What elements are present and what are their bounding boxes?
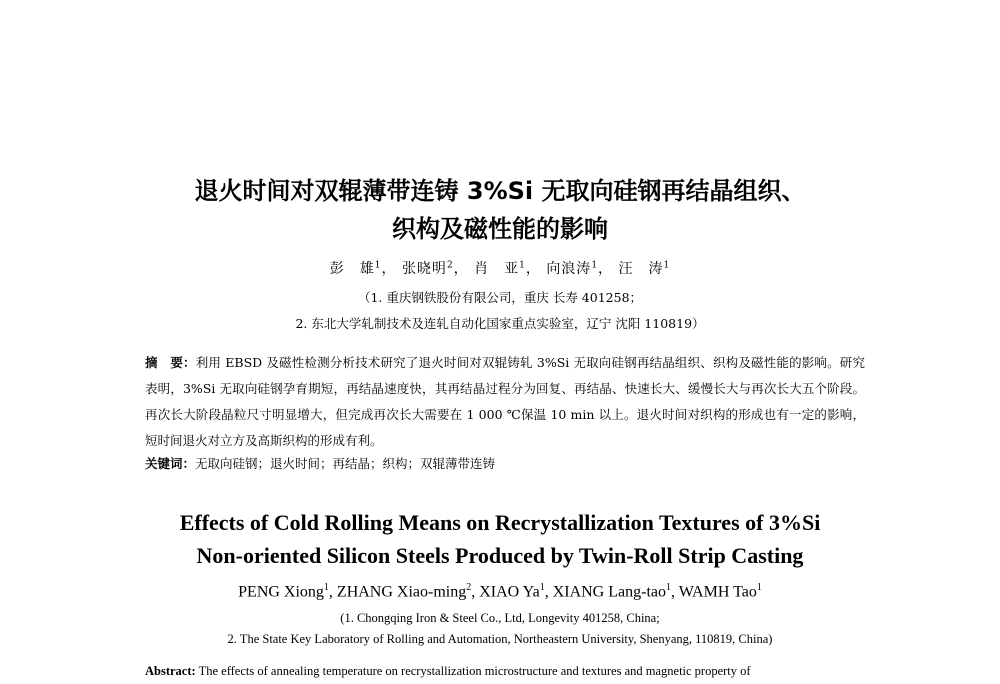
chinese-abstract: [145, 350, 865, 454]
english-abstract: [145, 664, 885, 679]
author-name: PENG Xiong: [238, 583, 324, 601]
author-separator: ，: [598, 261, 614, 277]
author-affiliation-mark: 1: [591, 260, 599, 271]
author-name: 汪 涛: [618, 261, 664, 277]
english-abstract-label: Abstract:: [145, 664, 196, 678]
author-name: 向浪涛: [546, 261, 592, 277]
chinese-keywords-text: 无取向硅钢；退火时间；再结晶；织构；双辊薄带连铸: [195, 456, 496, 471]
author-separator: ,: [670, 583, 679, 601]
author-affiliation-mark: 1: [519, 260, 526, 271]
chinese-title-line-2: 织构及磁性能的影响: [392, 215, 608, 243]
chinese-abstract-label: 摘 要：: [145, 355, 196, 370]
chinese-affiliation-2: 2. 东北大学轧制技术及连轧自动化国家重点实验室，辽宁 沈阳 110819）: [295, 316, 705, 331]
author-name: 张晓明: [401, 261, 447, 277]
chinese-title-line-1: 退火时间对双辊薄带连铸 3%Si 无取向硅钢再结晶组织、: [194, 177, 806, 205]
author-affiliation-mark: 1: [374, 260, 382, 271]
english-abstract-text: The effects of annealing temperature on recrystallization microstructure and textures and magnetic property of: [198, 664, 751, 678]
english-affiliation-2: 2. The State Key Laboratory of Rolling and Automation, Northeastern University, Shenyang, 110819, China): [227, 632, 773, 646]
author-separator: ,: [328, 583, 337, 601]
english-title-line-1: Effects of Cold Rolling Means on Recrystallization Textures of 3%Si: [179, 510, 821, 535]
english-title-line-2: Non-oriented Silicon Steels Produced by Twin-Roll Strip Casting: [196, 543, 804, 568]
chinese-author-list: [0, 258, 1000, 278]
author-separator: ，: [453, 261, 469, 277]
author-affiliation-mark: 1: [756, 582, 762, 593]
author-affiliation-mark: 1: [323, 582, 329, 593]
chinese-keywords-label: 关键词：: [145, 456, 196, 471]
author-separator: ，: [381, 261, 397, 277]
author-name: XIAO Ya: [479, 583, 540, 601]
author-name: XIANG Lang-tao: [552, 583, 666, 601]
english-title: [0, 506, 1000, 572]
author-name: WAMH Tao: [678, 583, 757, 601]
author-separator: ,: [544, 583, 553, 601]
chinese-title: [0, 172, 1000, 248]
author-separator: ,: [471, 583, 480, 601]
chinese-keywords: [145, 454, 865, 472]
english-affiliation-1: (1. Chongqing Iron & Steel Co., Ltd, Longevity 401258, China;: [340, 611, 660, 625]
author-affiliation-mark: 2: [446, 260, 454, 271]
author-name: 彭 雄: [329, 261, 375, 277]
author-affiliation-mark: 1: [665, 582, 671, 593]
english-author-list: [0, 582, 1000, 601]
author-affiliation-mark: 1: [539, 582, 545, 593]
author-separator: ，: [525, 261, 541, 277]
author-name: ZHANG Xiao-ming: [336, 583, 467, 601]
author-affiliation-mark: 1: [663, 260, 671, 271]
chinese-abstract-text: 利用 EBSD 及磁性检测分析技术研究了退火时间对双辊铸轧 3%Si 无取向硅钢再结晶组织、织构及磁性能的影响。研究表明，3%Si 无取向硅钢孕育期短，再结晶速度快，其再结晶过程分为回复、再结晶、快速长大、缓慢长大与再次长大五个阶段。再次长大阶段晶粒尺寸明显增大，但完成再次长大需要在 1 000 ℃保温 10 min 以上。退火时间对织构的形成也有一定的影响，短时间退火对立方及高斯织构的形成有利。: [145, 355, 865, 448]
author-name: 肖 亚: [474, 261, 520, 277]
author-affiliation-mark: 2: [466, 582, 472, 593]
chinese-affiliation-1: （1. 重庆钢铁股份有限公司，重庆 长寿 401258；: [357, 290, 643, 305]
